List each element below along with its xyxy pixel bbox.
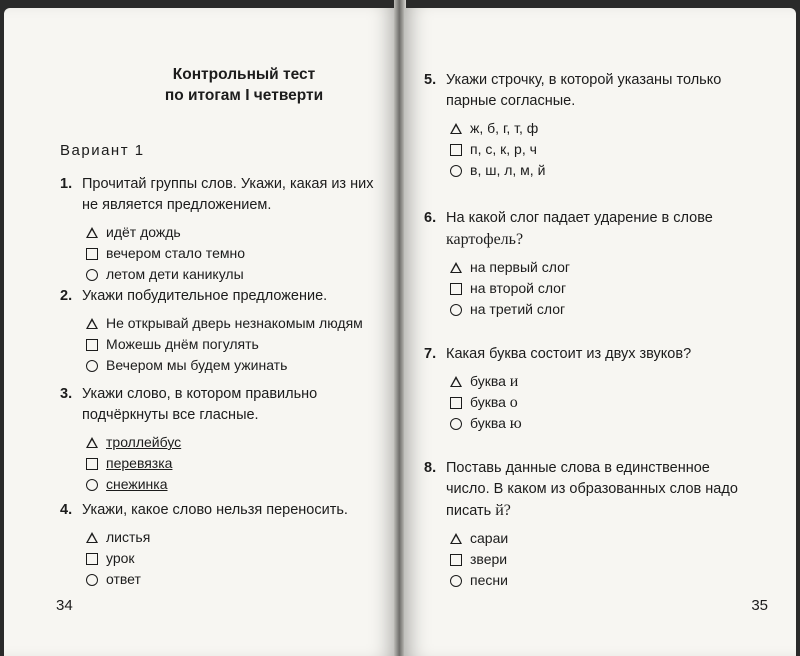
answer-option[interactable]: на первый слог: [450, 257, 754, 278]
triangle-icon: [450, 262, 462, 273]
answer-option[interactable]: буква о: [450, 392, 754, 413]
answer-option[interactable]: вечером стало темно: [86, 243, 378, 264]
question-text: Какая буква состоит из двух звуков?: [446, 346, 692, 362]
question-number: 3.: [60, 386, 73, 402]
triangle-icon: [86, 318, 98, 329]
question-text: Укажи, какое слово нельзя переносить.: [82, 502, 348, 518]
square-icon: [86, 339, 98, 351]
answer-option[interactable]: ж, б, г, т, ф: [450, 118, 754, 139]
answer-option[interactable]: Можешь днём погулять: [86, 334, 378, 355]
question-4: [60, 500, 378, 590]
question-number: 2.: [60, 288, 73, 304]
square-icon: [86, 553, 98, 565]
question-number: 4.: [60, 502, 73, 518]
page-number-left: 34: [56, 597, 73, 614]
question-number: 6.: [424, 210, 437, 226]
answer-option[interactable]: в, ш, л, м, й: [450, 160, 754, 181]
question-text: Укажи побудительное предложение.: [82, 288, 328, 304]
answer-option[interactable]: буква и: [450, 371, 754, 392]
square-icon: [450, 283, 462, 295]
circle-icon: [450, 165, 462, 177]
answer-option[interactable]: Не открывай дверь незнакомым людям: [86, 313, 378, 334]
square-icon: [86, 458, 98, 470]
answer-option[interactable]: идёт дождь: [86, 222, 378, 243]
test-title: [154, 64, 334, 106]
keyword: й?: [495, 502, 511, 519]
question-number: 5.: [424, 72, 437, 88]
question-number: 1.: [60, 176, 73, 192]
question-2: [60, 286, 378, 376]
question-1: [60, 174, 378, 285]
right-page: [404, 8, 796, 656]
triangle-icon: [86, 532, 98, 543]
question-text: Поставь данные слова в единственное число. В каком из образованных слов надо писать й?: [446, 460, 738, 519]
answer-option[interactable]: на третий слог: [450, 299, 754, 320]
question-text: Укажи строчку, в которой указаны только парные согласные.: [446, 72, 722, 109]
triangle-icon: [450, 123, 462, 134]
answer-option[interactable]: летом дети каникулы: [86, 264, 378, 285]
square-icon: [86, 248, 98, 260]
question-text: Укажи слово, в котором правильно подчёркнуты все гласные.: [82, 386, 318, 423]
question-7: [424, 344, 754, 434]
question-5: [424, 70, 754, 181]
answer-option[interactable]: буква ю: [450, 413, 754, 434]
circle-icon: [450, 575, 462, 587]
circle-icon: [450, 304, 462, 316]
square-icon: [450, 144, 462, 156]
answer-option[interactable]: сараи: [450, 528, 754, 549]
left-page: [4, 8, 396, 656]
title-line-1: Контрольный тест: [172, 66, 316, 83]
triangle-icon: [450, 533, 462, 544]
page-number-right: 35: [751, 597, 768, 614]
square-icon: [450, 397, 462, 409]
answer-option[interactable]: ответ: [86, 569, 378, 590]
variant-label: Вариант 1: [60, 142, 145, 159]
question-text: На какой слог падает ударение в слове картофель?: [446, 210, 713, 248]
answer-option[interactable]: Вечером мы будем ужинать: [86, 355, 378, 376]
triangle-icon: [86, 437, 98, 448]
circle-icon: [86, 269, 98, 281]
answer-option[interactable]: листья: [86, 527, 378, 548]
question-text: Прочитай группы слов. Укажи, какая из них не является предложением.: [82, 176, 374, 213]
circle-icon: [86, 360, 98, 372]
triangle-icon: [86, 227, 98, 238]
answer-option[interactable]: звери: [450, 549, 754, 570]
keyword: картофель?: [446, 231, 524, 248]
question-number: 7.: [424, 346, 437, 362]
triangle-icon: [450, 376, 462, 387]
question-number: 8.: [424, 460, 437, 476]
answer-option[interactable]: снежинка: [86, 474, 378, 495]
answer-option[interactable]: перевязка: [86, 453, 378, 474]
question-3: [60, 384, 378, 495]
answer-option[interactable]: троллейбус: [86, 432, 378, 453]
circle-icon: [86, 479, 98, 491]
question-8: [424, 458, 754, 591]
circle-icon: [86, 574, 98, 586]
question-6: [424, 208, 754, 320]
answer-option[interactable]: песни: [450, 570, 754, 591]
answer-option[interactable]: на второй слог: [450, 278, 754, 299]
title-line-2: по итогам I четверти: [164, 87, 324, 104]
answer-option[interactable]: п, с, к, р, ч: [450, 139, 754, 160]
answer-option[interactable]: урок: [86, 548, 378, 569]
circle-icon: [450, 418, 462, 430]
square-icon: [450, 554, 462, 566]
